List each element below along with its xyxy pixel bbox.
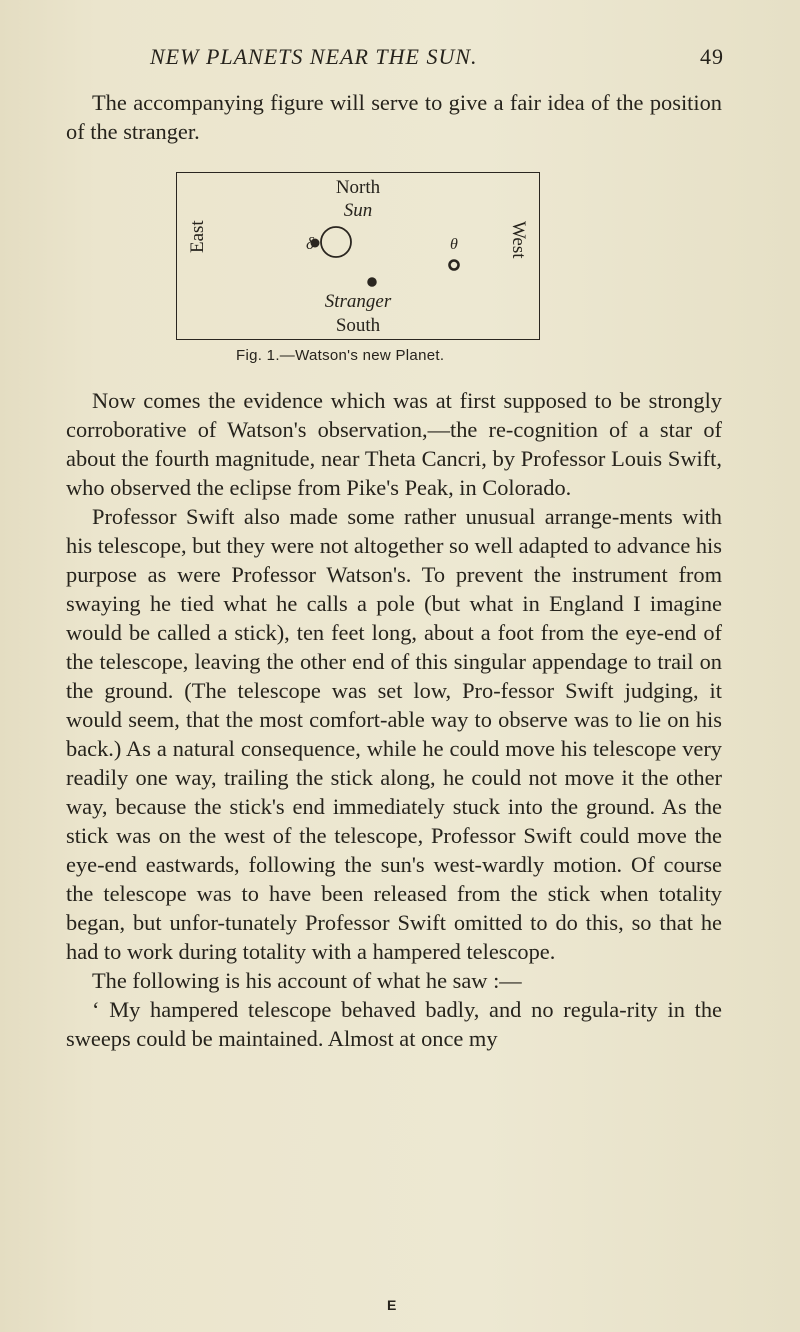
west-label: West bbox=[508, 221, 529, 259]
delta-label: δ bbox=[306, 234, 314, 253]
north-label: North bbox=[335, 177, 381, 198]
sun-label: Sun bbox=[343, 200, 373, 221]
stranger-label: Stranger bbox=[324, 291, 392, 312]
running-title: NEW PLANETS NEAR THE SUN. bbox=[150, 44, 478, 69]
page-number: 49 bbox=[700, 44, 724, 69]
stranger-object bbox=[368, 278, 376, 286]
sun-disc bbox=[321, 227, 351, 257]
paragraph: ‘ My hampered telescope behaved badly, and no regula-rity in the sweeps could be maintained. Almost at once my bbox=[66, 997, 722, 1051]
south-label: South bbox=[335, 315, 381, 336]
theta-label: θ bbox=[450, 236, 458, 253]
paragraph: The following is his account of what he saw :— bbox=[92, 968, 522, 993]
theta-star bbox=[450, 261, 459, 270]
intro-paragraph-block bbox=[66, 88, 722, 146]
paragraph: Professor Swift also made some rather unusual arrange-ments with his telescope, but they were not altogether so well adapted to advance his purpose as were Professor Watson's. To prevent the instrument from swaying he tied what he calls a pole (but what in England I imagine would be called a stick), ten feet long, about a foot from the eye-end of the telescope, leaving the other end of this singular appendage to trail on the ground. (The telescope was set low, Pro-fessor Swift judging, it would seem, that the most comfort-able way to observe was to lie on his back.) As a natural consequence, while he could move his telescope very readily one way, trailing the stick along, he could not move it the other way, because the stick's end immediately stuck into the ground. As the stick was on the west of the telescope, Professor Swift could move the eye-end eastwards, following the sun's west-wardly motion. Of course the telescope was to have been released from the stick when totality began, but unfor-tunately Professor Swift omitted to do this, so that he had to work during totality with a hampered telescope. bbox=[66, 504, 722, 964]
figure-diagram bbox=[176, 172, 540, 340]
paragraph: Now comes the evidence which was at first supposed to be strongly corroborative of Watson's observation,—the re-cognition of a star of about the fourth magnitude, near Theta Cancri, by Professor Louis Swift, who observed the eclipse from Pike's Peak, in Colorado. bbox=[66, 388, 722, 500]
east-label: East bbox=[187, 220, 208, 253]
signature-mark: E bbox=[387, 1297, 397, 1313]
intro-paragraph: The accompanying figure will serve to give a fair idea of the position of the stranger. bbox=[66, 90, 722, 144]
figure-caption: Fig. 1.—Watson's new Planet. bbox=[236, 347, 445, 364]
body-text bbox=[66, 386, 722, 1053]
